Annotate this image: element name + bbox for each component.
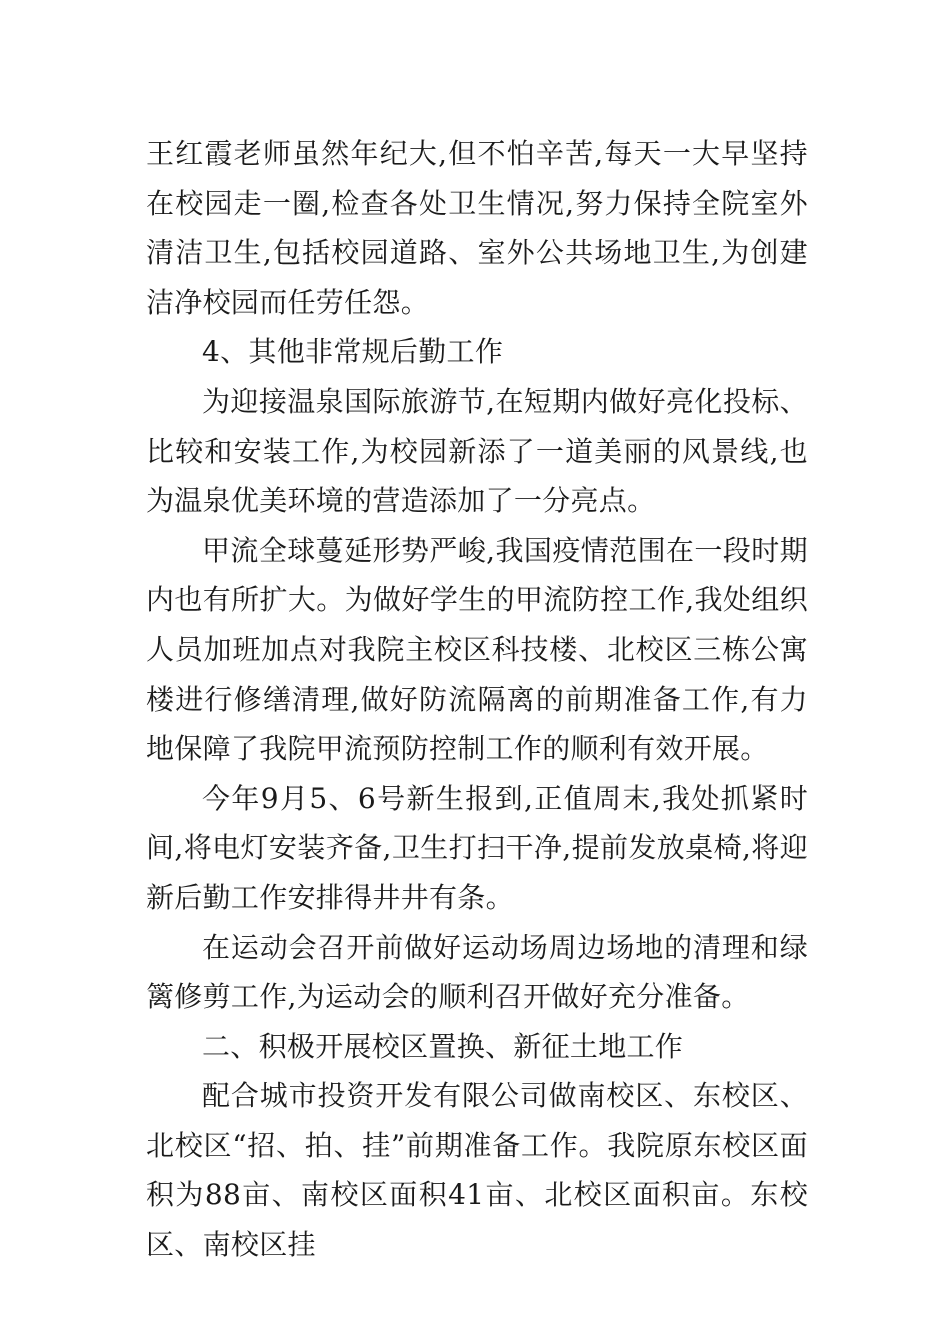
paragraph: 今年9月5、6号新生报到,正值周末,我处抓紧时间,将电灯安装齐备,卫生打扫干净,提前发放桌椅,将迎新后勤工作安排得井井有条。 — [146, 781, 808, 914]
section-heading: 二、积极开展校区置换、新征土地工作 — [202, 1029, 684, 1063]
section-heading: 4、其他非常规后勤工作 — [202, 335, 504, 369]
paragraph: 甲流全球蔓延形势严峻,我国疫情范围在一段时期内也有所扩大。为做好学生的甲流防控工作,我处组织人员加班加点对我院主校区科技楼、北校区三栋公寓楼进行修缮清理,做好防流隔离的前期准备工作,有力地保障了我院甲流预防控制工作的顺利有效开展。 — [146, 533, 808, 766]
document-body — [146, 129, 808, 1270]
paragraph: 在运动会召开前做好运动场周边场地的清理和绿篱修剪工作,为运动会的顺利召开做好充分准备。 — [146, 930, 808, 1014]
paragraph: 为迎接温泉国际旅游节,在短期内做好亮化投标、比较和安装工作,为校园新添了一道美丽的风景线,也为温泉优美环境的营造添加了一分亮点。 — [146, 384, 808, 518]
paragraph: 配合城市投资开发有限公司做南校区、东校区、北校区“招、拍、挂”前期准备工作。我院原东校区面积为88亩、南校区面积41亩、北校区面积亩。东校区、南校区挂 — [146, 1079, 808, 1262]
paragraph: 王红霞老师虽然年纪大,但不怕辛苦,每天一大早坚持在校园走一圈,检查各处卫生情况,努力保持全院室外清洁卫生,包括校园道路、室外公共场地卫生,为创建洁净校园而任劳任怨。 — [146, 137, 808, 319]
